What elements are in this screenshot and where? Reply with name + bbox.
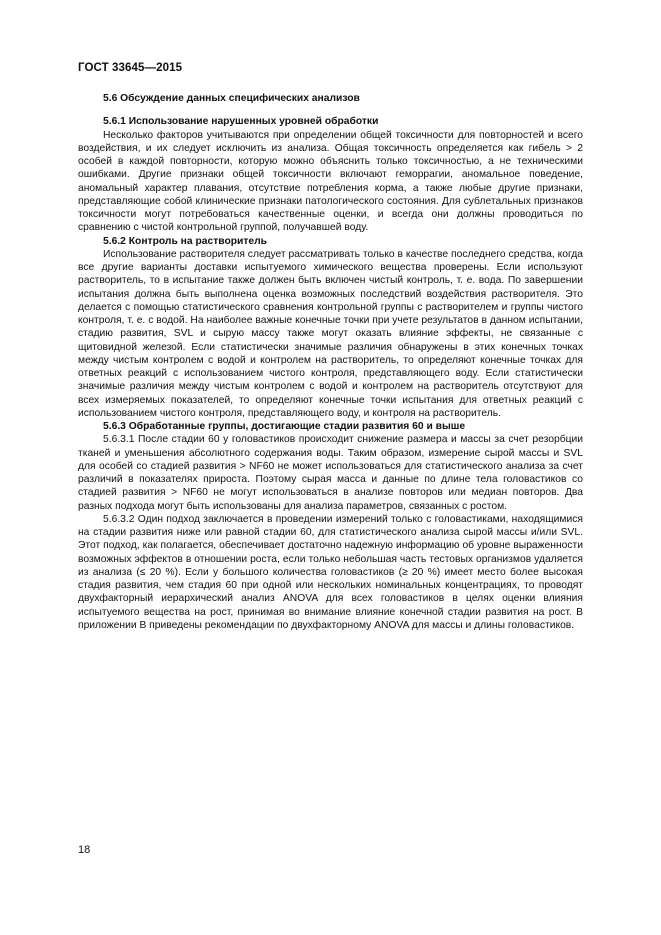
section-5-6-2-paragraph: Использование растворителя следует рассматривать только в качестве последнего средства, когда все другие варианты доставки испытуемого химического вещества проверены. Если используют растворитель, то в испытание также должен быть включен чистый контроль, т. е. вода. По завершении испытания должна быть выполнена оценка возможных последствий воздействия растворителя. Это делается с помощью статистического сравнения контрольной группы с растворителем и группы чистого контроля, т. е. с водой. На наиболее важные конечные точки при учете результатов в данном испытании, стадию развития, SVL и сырую массу также могут оказать влияние эффекты, не связанные с щитовидной железой. Если статистически значимые различия обнаружены в этих конечных точках между чистым контролем с водой и контролем на растворитель, то определяют конечные точках для ответных реакций с использованием чистого контроля, представляющего воду. Если статистически значимые различия между чистым контролем с водой и контролем на растворитель отсутствуют для всех измеряемых показателей, то определяют конечные точки испытания для ответных реакций с использованием чистого контроля, представляющего воду, и контроля на растворитель. bbox=[78, 248, 583, 419]
section-5-6-3-heading: 5.6.3 Обработанные группы, достигающие стадии развития 60 и выше bbox=[103, 421, 466, 432]
section-5-6-2-heading: 5.6.2 Контроль на растворитель bbox=[103, 235, 267, 247]
document-body bbox=[78, 92, 583, 632]
section-5-6-3-1-paragraph: 5.6.3.1 После стадии 60 у головастиков происходит снижение размера и массы за счет резорбции тканей и уменьшения абсолютного содержания воды. Таким образом, измерение сырой массы и SVL для особей со стадией развития > NF60 не может использоваться для статистического анализа за счет различий в показателях прироста. Поэтому сырая масса и данные по длине тела головастиков со стадией развития > NF60 не могут использоваться в анализе повторов или медиан повторов. Два разных подхода могут быть использованы для анализа параметров, связанных с ростом. bbox=[78, 434, 583, 512]
page-number: 18 bbox=[78, 844, 91, 856]
section-5-6-3-2-paragraph: 5.6.3.2 Один подход заключается в проведении измерений только с головастиками, находящимися на стадии развития ниже или равной стадии 60, для статистического анализа сырой массы и/или SVL. Этот подход, как полагается, обеспечивает достаточно надежную информацию об уровне выраженности возможных эффектов в отношении роста, если только небольшая часть тестовых организмов удаляется из анализа (≤ 20 %). Если у большого количества головастиков (≥ 20 %) имеет место более высокая стадия развития, чем стадия 60 при одной или нескольких номинальных концентрациях, то проводят двухфакторный иерархический анализ ANOVA для всех головастиков в целях оценки влияния испытуемого вещества на рост, принимая во внимание влияние конечной стадии развития на рост. В приложении В приведены рекомендации по двухфакторному ANOVA для массы и длины головастиков. bbox=[78, 513, 583, 631]
section-5-6-1-heading: 5.6.1 Использование нарушенных уровней обработки bbox=[103, 116, 379, 128]
section-5-6-heading: 5.6 Обсуждение данных специфических анализов bbox=[103, 93, 360, 104]
section-5-6-1-paragraph: Несколько факторов учитываются при определении общей токсичности для повторностей и всего воздействия, и их следует исключить из анализа. Общая токсичность определяется как гибель > 2 особей в каждой повторности, которую можно объяснить только токсичностью, а не техническими ошибками. Другие признаки общей токсичности включают геморрагии, аномальное поведение, аномальный характер плавания, отсутствие потребления корма, а также любые другие признаки, представляющие собой клинические признаки патологического состояния. Для сублетальных признаков токсичности могут потребоваться качественные оценки, и всегда они должны проводиться по сравнению с чистой контрольной группой, получавшей воду. bbox=[78, 129, 583, 234]
document-code-header: ГОСТ 33645—2015 bbox=[78, 62, 183, 74]
